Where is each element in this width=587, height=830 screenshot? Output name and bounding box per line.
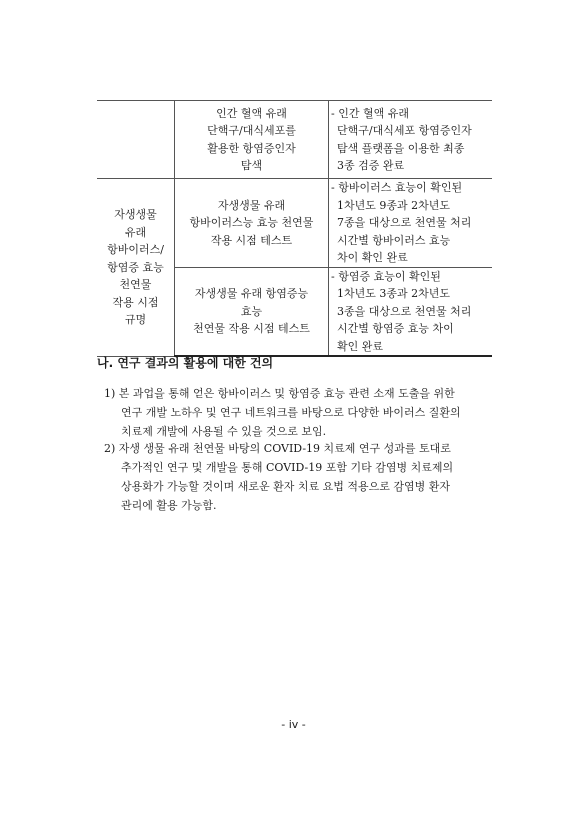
table-cell-group-label: 자생생물 유래 항바이러스/ 항염증 효능 천연물 작용 시점 규명 [97, 179, 175, 357]
list-item: 1) 본 과업을 통해 얻은 항바이러스 및 항염증 효능 관련 소재 도출을 위한 연구 개발 노하우 및 연구 네트워크를 바탕으로 다양한 바이러스 질환의 치료제 개발에 사용될 수 있을 것으로 보임. [104, 387, 461, 438]
table-cell-task: 자생생물 유래 항염증능 효능 천연물 작용 시점 테스트 [175, 267, 329, 356]
section-heading: 나. 연구 결과의 활용에 대한 건의 [97, 356, 274, 370]
table-row [97, 101, 492, 179]
table-cell-result: - 항바이러스 효능이 확인된 1차년도 9종과 2차년도 7종을 대상으로 천연물 처리 시간별 항바이러스 효능 차이 확인 완료 [329, 179, 493, 268]
table-cell-result: - 항염증 효능이 확인된 1차년도 3종과 2차년도 3종을 대상으로 천연물 처리 시간별 항염증 효능 차이 확인 완료 [329, 267, 493, 356]
table-cell-task: 인간 혈액 유래 단핵구/대식세포를 활용한 항염증인자 탐색 [175, 101, 329, 179]
page-number: - iv - [281, 718, 306, 731]
list-item: 2) 자생 생물 유래 천연물 바탕의 COVID-19 치료제 연구 성과를 토대로 추가적인 연구 및 개발을 통해 COVID-19 포함 기타 감염병 치료제의 상용화가 가능할 것이며 새로운 환자 치료 요법 적용으로 감염병 환자 관리에 활용 가능함. [104, 442, 454, 512]
results-table [97, 100, 492, 357]
table-cell-empty [97, 101, 175, 179]
table-cell-result: - 인간 혈액 유래 단핵구/대식세포 항염증인자 탐색 플랫폼을 이용한 최종 3종 검증 완료 [329, 101, 493, 179]
table-cell-task: 자생생물 유래 항바이러스능 효능 천연물 작용 시점 테스트 [175, 179, 329, 268]
table-row [97, 179, 492, 268]
